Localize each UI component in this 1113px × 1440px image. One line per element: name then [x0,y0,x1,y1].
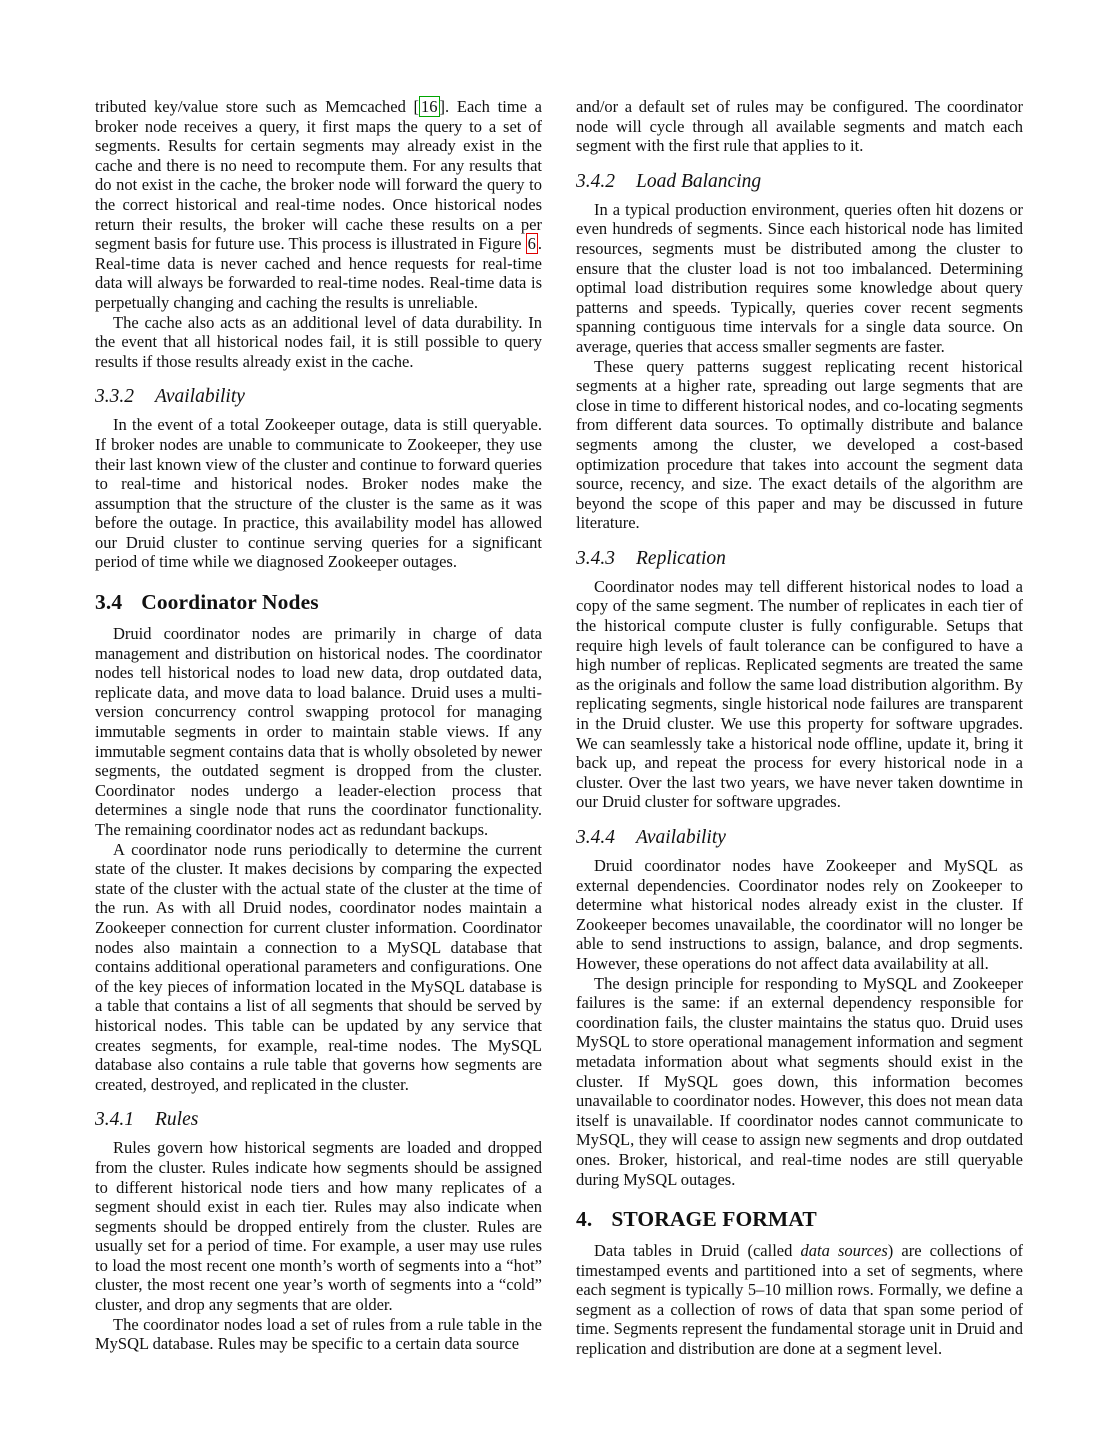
left-column [95,97,542,1354]
text-run: These query patterns suggest replicating recent historical segments at a higher rate, spreading out large segments that are close in time to different historical nodes, and co-locating segments from different data sources. To optimally distribute and balance segments among the cluster, we developed a cost-based optimization procedure that takes into account the segment data source, recency, and size. The exact details of the algorithm are beyond the scope of this paper and may be discussed in future literature. [576,356,1023,533]
text-run: The cache also acts as an additional level of data durability. In the event that all historical nodes fail, it is still possible to query results if those results already exist in the cache. [95,312,542,371]
paragraph [576,97,1023,156]
text-run: The design principle for responding to MySQL and Zookeeper failures is the same: if an external dependency responsible for coordination fails, the cluster maintains the status quo. Druid uses MySQL to store operational management information and segment metadata information about what segments should exist in the cluster. If MySQL goes down, this information becomes unavailable to coordinator nodes. However, this does not mean data itself is unavailable. If coordinator nodes cannot communicate to MySQL, they will cease to assign new segments and drop outdated ones. Broker, historical, and real-time nodes are still queryable during MySQL outages. [576,973,1023,1189]
subsection-heading-3.4.4 [576,827,1023,849]
heading-title: Availability [155,386,245,408]
subsection-heading-3.4.1 [95,1109,542,1131]
figure-6-link[interactable]: 6 [527,234,536,254]
paragraph [576,357,1023,533]
heading-title: Replication [636,547,726,569]
paragraph [576,974,1023,1190]
right-column [576,97,1023,1359]
text-run: . Real-time data is never cached and hence requests for real-time data will always be forwarded to real-time nodes. Real-time data is perpetually changing and caching the results is unreliable. [95,234,542,312]
paragraph [576,577,1023,812]
paragraph [576,200,1023,357]
heading-number: 3.3.2 [95,386,134,408]
text-run: tributed key/value store such as Memcached [ [95,97,420,116]
text-run: Druid coordinator nodes have Zookeeper and MySQL as external dependencies. Coordinator nodes rely on Zookeeper to determine what historical nodes already exist in the cluster. If Zookeeper becomes unavailable, the coordinator will no longer be able to send instructions to assign, balance, and drop segments. However, these operations do not affect data availability at all. [576,856,1023,973]
subsection-heading-3.4.3 [576,548,1023,570]
heading-title: STORAGE FORMAT [611,1207,817,1232]
text-run: A coordinator node runs periodically to determine the current state of the cluster. It makes decisions by comparing the expected state of the cluster with the actual state of the cluster at the time of the run. As with all Druid nodes, coordinator nodes maintain a Zookeeper connection for current cluster information. Coordinator nodes also maintain a connection to a MySQL database that contains additional operational parameters and configurations. One of the key pieces of information located in the MySQL database is a table that contains a list of all segments that should be served by historical nodes. This table can be updated by any service that creates segments, for example, real-time nodes. The MySQL database also contains a rule table that governs how segments are created, destroyed, and replicated in the cluster. [95,839,542,1094]
paragraph [95,415,542,572]
heading-number: 3.4.2 [576,170,615,192]
paragraph [95,840,542,1095]
paragraph [95,1138,542,1314]
subsection-heading-3.4.2 [576,171,1023,193]
heading-title: Load Balancing [636,170,762,192]
text-run: ) are collections of timestamped events and partitioned into a set of segments, where each segment is typically 5–10 million rows. Formally, we define a segment as a collection of rows of data that span some period of time. Segments represent the fundamental storage unit in Druid and replication and distribution are done at a segment level. [576,1241,1023,1359]
heading-number: 4. [576,1207,593,1232]
section-heading-4 [576,1207,1023,1232]
text-run: Coordinator nodes may tell different historical nodes to load a copy of the same segment. The number of replicates in each tier of the historical compute cluster is fully configurable. Setups that require high levels of fault tolerance can be configured to have a high number of replicas. Replicated segments are treated the same as the originals and follow the same load distribution algorithm. By replicating segments, single historical node failures are transparent in the Druid cluster. We use this property for software upgrades. We can seamlessly take a historical node offline, update it, bring it back up, and repeat the process for every historical node in a cluster. Over the last two years, we have never taken downtime in our Druid cluster for software upgrades. [576,576,1023,812]
paragraph [95,624,542,840]
text-run: and/or a default set of rules may be configured. The coordinator node will cycle through all available segments and match each segment with the first rule that applies to it. [576,97,1023,156]
paragraph [95,1315,542,1354]
paragraph [576,1241,1023,1359]
heading-number: 3.4.3 [576,547,615,569]
section-heading-3.4 [95,590,542,615]
text-run: In a typical production environment, queries often hit dozens or even hundreds of segments. Since each historical node has limited resources, segments must be distributed among the cluster to ensure that the cluster load is not too imbalanced. Determining optimal load distribution requires some knowledge about query patterns and speeds. Typically, queries cover recent segments spanning contiguous time intervals for a single data source. On average, queries that access smaller segments are faster. [576,199,1023,356]
heading-number: 3.4.4 [576,827,615,848]
emphasized-text: data sources [800,1241,888,1261]
subsection-heading-3.3.2 [95,386,542,408]
heading-title: Availability [636,827,726,848]
heading-number: 3.4.1 [95,1109,134,1131]
text-run: In the event of a total Zookeeper outage, data is still queryable. If broker nodes are unable to communicate to Zookeeper, they use their last known view of the cluster and continue to forward queries to real-time and historical nodes. Broker nodes make the assumption that the structure of the cluster is the same as it was before the outage. In practice, this availability model has allowed our Druid cluster to continue serving queries for a significant period of time while we diagnosed Zookeeper outages. [95,415,542,572]
citation-16-link[interactable]: 16 [421,97,438,116]
text-run: The coordinator nodes load a set of rules from a rule table in the MySQL database. Rules may be specific to a certain data source [95,1314,542,1354]
text-run: Data tables in Druid (called [594,1241,801,1261]
heading-number: 3.4 [95,590,123,615]
heading-title: Rules [155,1109,199,1131]
text-run: Rules govern how historical segments are loaded and dropped from the cluster. Rules indicate how segments should be assigned to different historical node tiers and how many replicates of a segment should exist in each tier. Rules may also indicate when segments should be dropped entirely from the cluster. Rules are usually set for a period of time. For example, a user may use rules to load the most recent one month’s worth of segments into a “hot” cluster, the most recent one year’s worth of segments into a “cold” cluster, and drop any segments that are older. [95,1138,542,1315]
text-run: Druid coordinator nodes are primarily in charge of data management and distribution on historical nodes. The coordinator nodes tell historical nodes to load new data, drop outdated data, replicate data, and move data to load balance. Druid uses a multi-version concurrency control swapping protocol for managing immutable segments in order to maintain stable views. If any immutable segment contains data that is wholly obsoleted by newer segments, the outdated segment is dropped from the cluster. Coordinator nodes undergo a leader-election process that determines a single node that runs the coordinator functionality. The remaining coordinator nodes act as redundant backups. [95,624,542,839]
heading-title: Coordinator Nodes [141,590,319,615]
paragraph [95,97,542,313]
text-run: ]. Each time a broker node receives a query, it first maps the query to a set of segments. Results for certain segments may already exist in the cache and there is no need to recompute them. For any results that do not exist in the cache, the broker node will forward the query to the correct historical and real-time nodes. Once historical nodes return their results, the broker will cache these results on a per segment basis for future use. This process is illustrated in Figure [95,97,542,254]
paragraph [576,856,1023,974]
paragraph [95,313,542,372]
